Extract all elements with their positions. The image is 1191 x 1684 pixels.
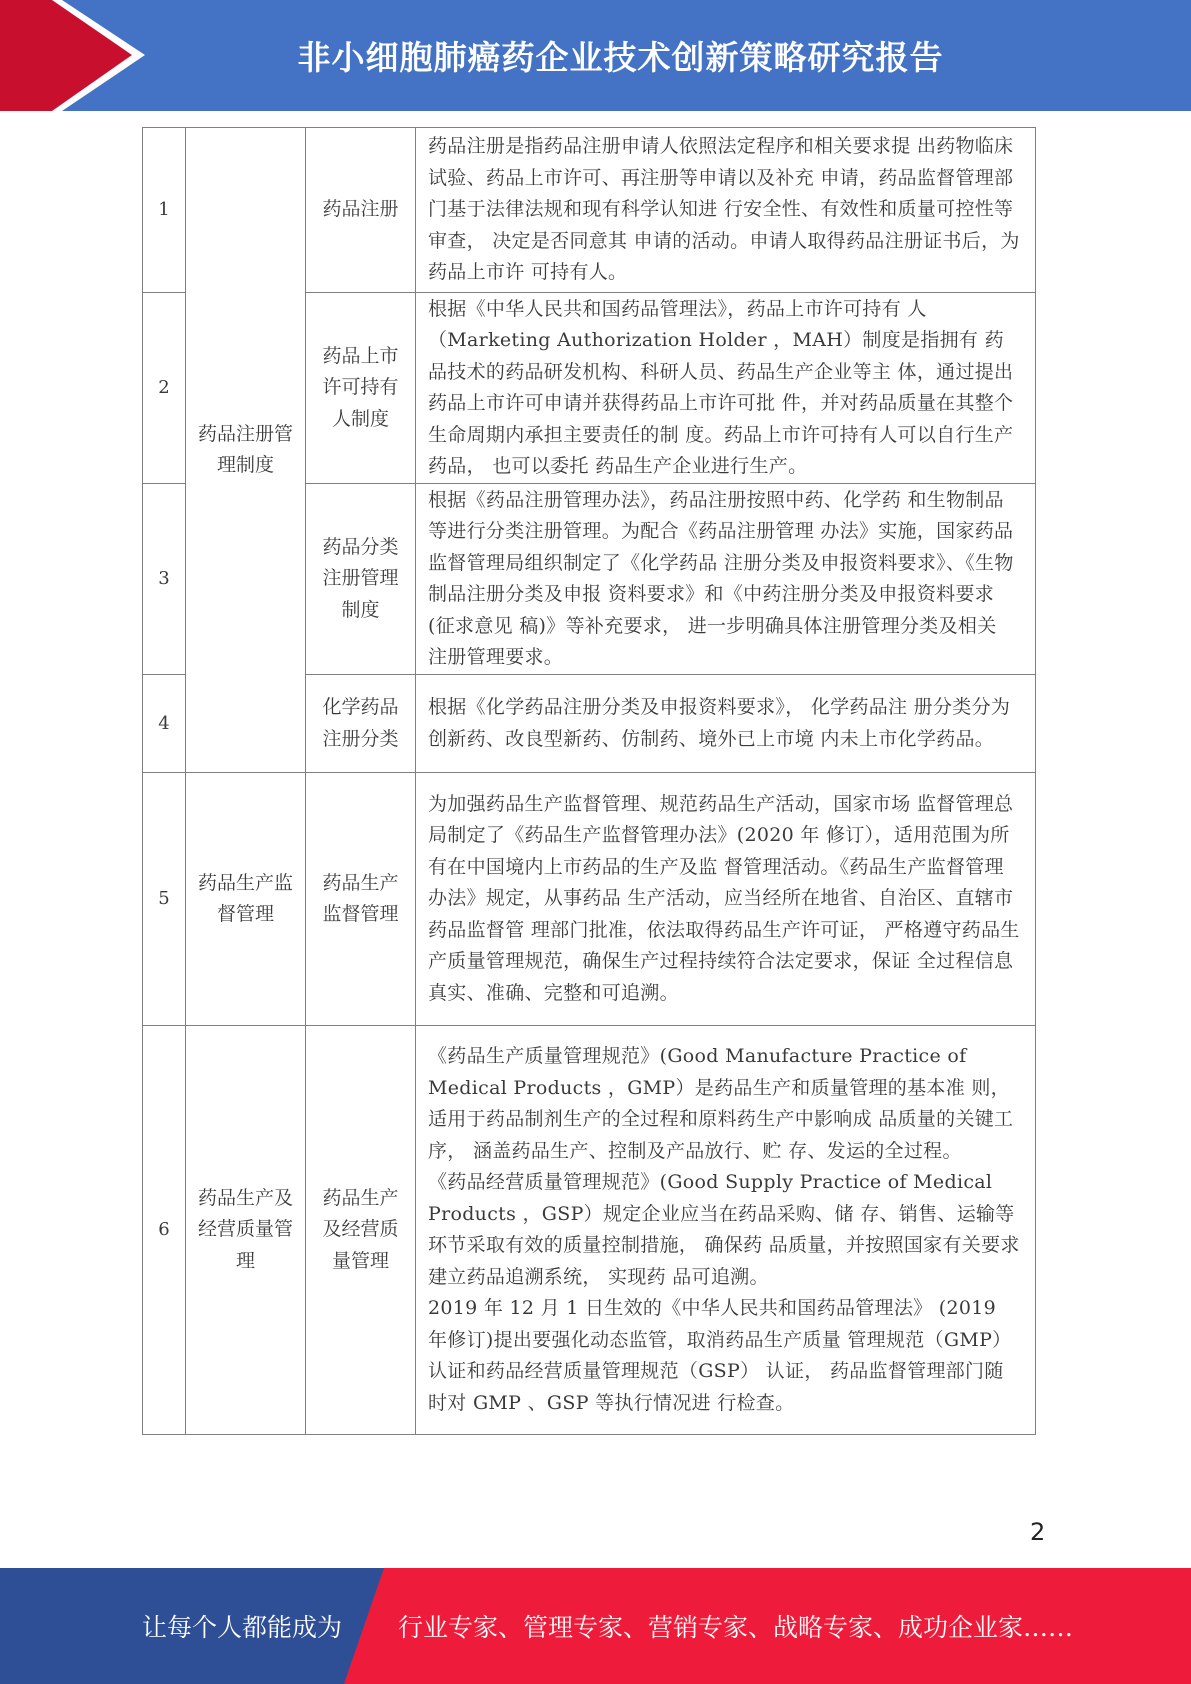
row-number: 4 xyxy=(143,675,186,773)
table-row xyxy=(143,773,1036,1026)
row-number: 6 xyxy=(143,1026,186,1435)
row-description: 根据《中华人民共和国药品管理法》，药品上市许可持有 人（Marketing Authorization Holder ，MAH）制度是指拥有 药品技术的药品研发机构、科研人员、药品生产企业等主 体，通过提出药品上市许可申请并获得药品上市许可批 件，并对药品质量在其整个生命周期内承担主要责任的制 度。药品上市许可持有人可以自行生产药品， 也可以委托 药品生产企业进行生产。 xyxy=(416,293,1036,484)
gmp-paragraph: 《药品生产质量管理规范》(Good Manufacture Practice of Medical Products ，GMP）是药品生产和质量管理的基本准 则，适用于药品制剂生产的全过程和原料药生产中影响成 品质量的关键工序， 涵盖药品生产、控制及产品放行、贮 存、发运的全过程。 xyxy=(428,1045,1014,1162)
row-number: 3 xyxy=(143,484,186,675)
row-description xyxy=(416,1026,1036,1435)
row-number: 2 xyxy=(143,293,186,484)
report-title: 非小细胞肺癌药企业技术创新策略研究报告 xyxy=(297,38,944,77)
page-footer xyxy=(0,1568,1191,1684)
row-description: 药品注册是指药品注册申请人依照法定程序和相关要求提 出药物临床试验、药品上市许可、再注册等申请以及补充 申请，药品监督管理部门基于法律法规和现有科学认知进 行安全性、有效性和质量可控性等审查， 决定是否同意其 申请的活动。申请人取得药品注册证书后，为药品上市许 可持有人。 xyxy=(416,128,1036,293)
regulation-table xyxy=(142,127,1036,1435)
row-number: 1 xyxy=(143,128,186,293)
drug-law-paragraph: 2019 年 12 月 1 日生效的《中华人民共和国药品管理法》 (2019 年修订)提出要强化动态监管，取消药品生产质量 管理规范（GMP）认证和药品经营质量管理规范（GSP） 认证， 药品监督管理部门随时对 GMP 、GSP 等执行情况进 行检查。 xyxy=(428,1297,1012,1414)
page-header xyxy=(0,0,1191,111)
row-item: 药品分类注册管理制度 xyxy=(306,484,416,675)
table-row xyxy=(143,1026,1036,1435)
row-number: 5 xyxy=(143,773,186,1026)
row-item: 化学药品注册分类 xyxy=(306,675,416,773)
page-number: 2 xyxy=(1030,1518,1046,1546)
row-category: 药品注册管理制度 xyxy=(186,128,306,773)
row-item: 药品注册 xyxy=(306,128,416,293)
row-description: 根据《药品注册管理办法》，药品注册按照中药、化学药 和生物制品等进行分类注册管理。为配合《药品注册管理 办法》实施，国家药品监督管理局组织制定了《化学药品 注册分类及申报资料要求》、《生物制品注册分类及申报 资料要求》和《中药注册分类及申报资料要求(征求意见 稿)》等补充要求， 进一步明确具体注册管理分类及相关 注册管理要求。 xyxy=(416,484,1036,675)
row-description: 为加强药品生产监督管理、规范药品生产活动，国家市场 监督管理总局制定了《药品生产监督管理办法》(2020 年 修订），适用范围为所有在中国境内上市药品的生产及监 督管理活动。《药品生产监督管理办法》规定，从事药品 生产活动，应当经所在地省、自治区、直辖市药品监督管 理部门批准，依法取得药品生产许可证， 严格遵守药品生产质量管理规范，确保生产过程持续符合法定要求，保证 全过程信息真实、准确、完整和可追溯。 xyxy=(416,773,1036,1026)
table-row xyxy=(143,128,1036,293)
row-category: 药品生产监督管理 xyxy=(186,773,306,1026)
row-description: 根据《化学药品注册分类及申报资料要求》， 化学药品注 册分类分为创新药、改良型新药、仿制药、境外已上市境 内未上市化学药品。 xyxy=(416,675,1036,773)
gsp-paragraph: 《药品经营质量管理规范》(Good Supply Practice of Medical Products ，GSP）规定企业应当在药品采购、储 存、销售、运输等环节采取有效的质量控制措施， 确保药 品质量，并按照国家有关要求建立药品追溯系统， 实现药 品可追溯。 xyxy=(428,1171,1020,1288)
row-item: 药品上市许可持有人制度 xyxy=(306,293,416,484)
row-category: 药品生产及经营质量管理 xyxy=(186,1026,306,1435)
row-item: 药品生产及经营质量管理 xyxy=(306,1026,416,1435)
footer-slogan-left: 让每个人都能成为 xyxy=(142,1613,343,1642)
row-item: 药品生产监督管理 xyxy=(306,773,416,1026)
footer-slogan-right: 行业专家、管理专家、营销专家、战略专家、成功企业家…… xyxy=(398,1613,1074,1642)
header-arrow-decoration xyxy=(0,0,150,111)
